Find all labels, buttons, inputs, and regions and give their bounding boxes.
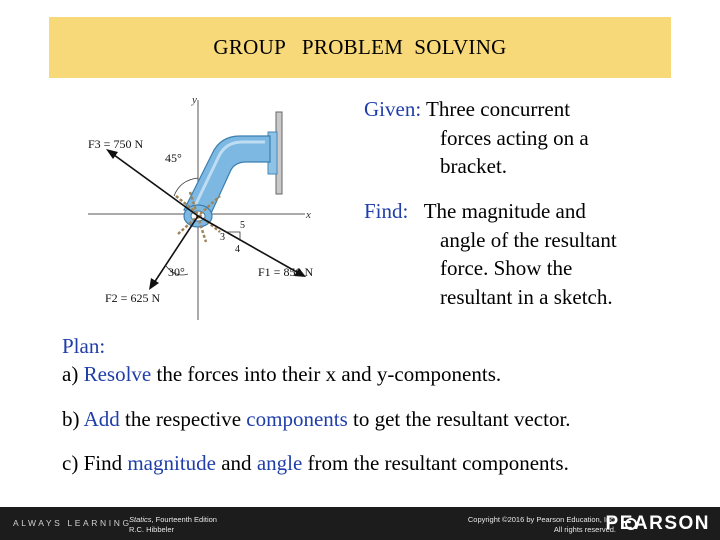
plan-heading: Plan: — [62, 334, 106, 358]
f3-angle-label: 45° — [165, 151, 182, 165]
plan-step-c-mid: and — [215, 451, 257, 475]
f2-label: F2 = 625 N — [105, 291, 161, 305]
plan-step-b-highlight-2: components — [246, 407, 348, 431]
plan-step-b-mid: the respective — [119, 407, 247, 431]
plan-step-a-rest: the forces into their x and y-components. — [151, 362, 502, 386]
find-line-4: resultant in a sketch. — [440, 284, 613, 309]
plan-step-a-highlight: Resolve — [83, 362, 152, 386]
slope-label-5: 5 — [240, 220, 245, 231]
copyright-line-1: Copyright ©2016 by Pearson Education, Inc. — [467, 515, 616, 524]
plan-step-b — [62, 407, 571, 432]
plan-step-a — [62, 362, 571, 387]
slope-label-3: 3 — [220, 232, 225, 243]
given-line-1: Three concurrent — [426, 97, 571, 121]
footer-bar — [0, 507, 720, 540]
copyright-line-2: All rights reserved. — [553, 524, 616, 534]
plan-block — [62, 332, 571, 476]
find-block — [364, 197, 617, 311]
plan-step-c-highlight-2: angle — [256, 451, 303, 475]
page-title: GROUP PROBLEM SOLVING — [213, 35, 507, 59]
plan-step-b-prefix: b) — [62, 407, 84, 431]
title-bar — [49, 17, 671, 78]
y-axis-label: y — [192, 94, 197, 106]
f1-label: F1 = 850 N — [258, 265, 314, 279]
f3-label: F3 = 750 N — [88, 137, 144, 151]
find-label: Find: — [364, 199, 409, 223]
find-line-3: force. Show the — [440, 256, 573, 280]
given-line-2: forces acting on a — [440, 125, 589, 150]
book-edition: , Fourteenth Edition — [151, 515, 217, 524]
find-line-2: angle of the resultant — [440, 227, 617, 252]
book-author: R.C. Hibbeler — [129, 524, 175, 534]
plan-step-a-prefix: a) — [62, 362, 84, 386]
plan-step-c-rest: from the resultant components. — [302, 451, 569, 475]
always-learning-text: ALWAYS LEARNING — [13, 518, 132, 528]
f3-arrow — [110, 152, 198, 216]
find-line-1: The magnitude and — [423, 199, 586, 223]
x-axis-label: x — [306, 209, 311, 221]
given-block — [364, 95, 589, 181]
slope-label-4: 4 — [235, 244, 240, 255]
f2-arrowhead — [149, 278, 159, 290]
plan-step-c-prefix: c) Find — [62, 451, 128, 475]
book-title: Statics — [129, 515, 152, 524]
plan-step-c-highlight-1: magnitude — [127, 451, 216, 475]
plan-step-c — [62, 451, 571, 476]
publisher-logo: PEARSON — [605, 513, 710, 534]
given-label: Given: — [364, 97, 422, 121]
bracket-figure — [80, 92, 345, 324]
f2-angle-label: 30° — [168, 265, 185, 279]
copyright-info — [468, 515, 616, 534]
plan-step-b-highlight-1: Add — [83, 407, 120, 431]
book-info — [129, 515, 217, 534]
plan-step-b-rest: to get the resultant vector. — [347, 407, 571, 431]
given-line-3: bracket. — [440, 154, 508, 178]
